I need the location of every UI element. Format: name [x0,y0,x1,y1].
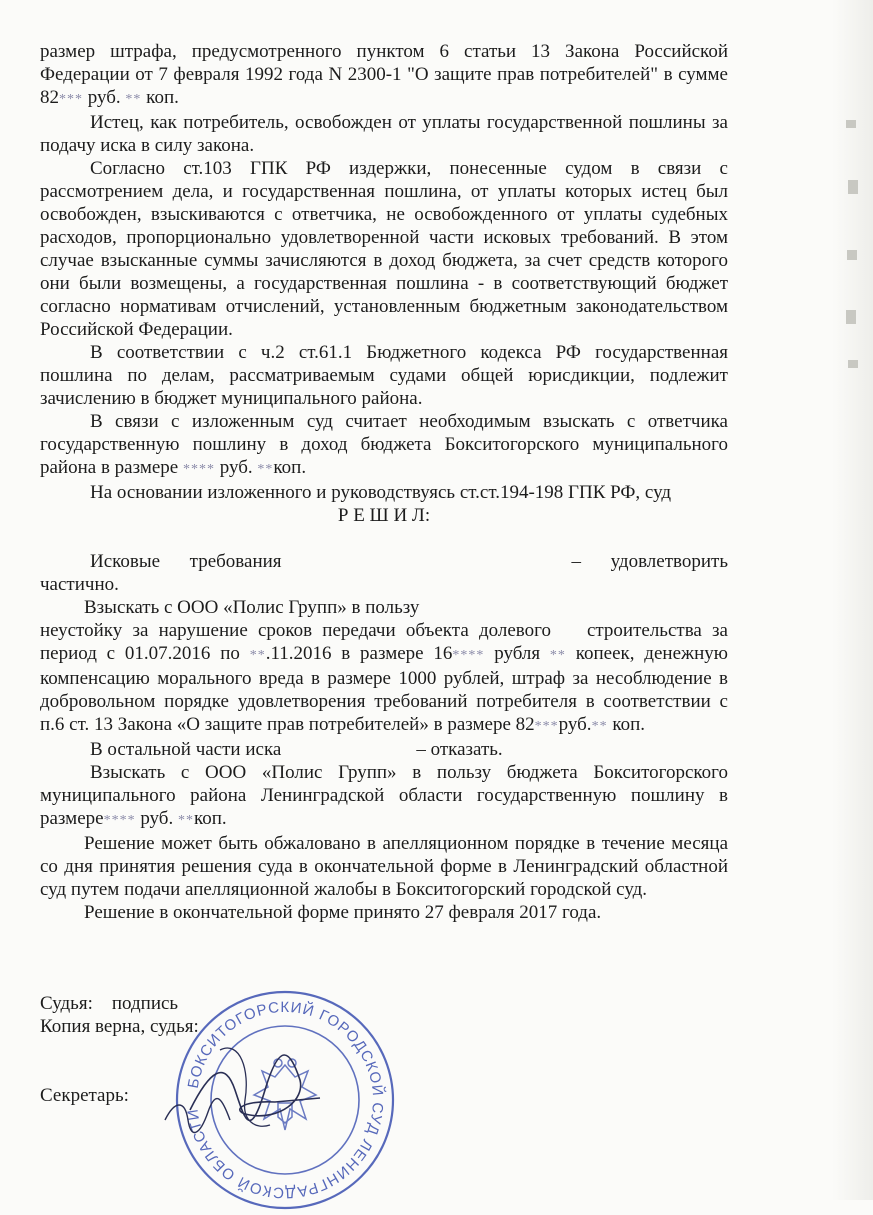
secretary-row: Секретарь: [40,1085,129,1106]
redacted-amount: **** [103,813,136,828]
redacted-amount: **** [452,648,485,663]
paragraph-state-duty: В связи с изложенным суд считает необходимым взыскать с ответчика государственную пошлину в доход бюджета Бокситогорского муниципального района в размере **** руб. **коп. [40,411,728,478]
paragraph-exemption: Истец, как потребитель, освобожден от уплаты государственной пошлины за подачу иска в силу закона. [40,112,728,156]
copy-certified-row: Копия верна, судья: [40,1016,199,1037]
redacted-amount: ** [257,462,274,477]
paragraph-budget-code: В соответствии с ч.2 ст.61.1 Бюджетного кодекса РФ государственная пошлина по делам, рассматриваемым судами общей юрисдикции, подлежит зачислению в бюджет муниципального района. [40,342,728,409]
paragraph-costs: Согласно ст.103 ГПК РФ издержки, понесенные судом в связи с рассмотрением дела, и государственная пошлина, от уплаты которых истец был освобожден, взыскиваются с ответчика, не освобожденного от уплаты судебных расходов, пропорционально удовлетворенной части исковых требований. В этом случае взысканные суммы зачисляются в доход бюджета, за счет средств которого они были возмещены, а государственная пошлина - в соответствующий бюджет согласно нормативам отчислений, установленным бюджетным законодательством Российской Федерации. [40,158,728,340]
redacted-amount: *** [534,719,559,734]
paragraph-claims-partial: Исковые требования – удовлетворить частично. [40,551,728,595]
redacted-amount: **** [182,462,215,477]
redacted-amount: ** [591,719,608,734]
decision-heading: Р Е Ш И Л: [337,505,431,526]
secretary-handwritten-signature [160,1090,240,1140]
redacted-date: ** [249,648,266,663]
paragraph-recover-from-defendant: Взыскать с ООО «Полис Групп» в пользу неустойку за нарушение сроков передачи объекта долевого строительства за период с 01.07.2016 по **.11.2016 в размере 16**** рубля ** копеек, денежную компенсацию морального вреда в размере 1000 рублей, штраф за несоблюдение в добровольном порядке удовлетворения требований потребителя в соответствии с п.6 ст. 13 Закона «О защите прав потребителей» в размере 82***руб.** коп. [40,597,728,735]
paragraph-appeal: Решение может быть обжаловано в апелляционном порядке в течение месяца со дня принятия решения суда в окончательной форме в Ленинградский областной суд путем подачи апелляционной жалобы в Бокситогорский городской суд. [40,833,728,900]
document-body [40,40,728,924]
redacted-amount: ** [125,92,142,107]
paragraph-duty-to-budget: Взыскать с ООО «Полис Групп» в пользу бюджета Бокситогорского муниципального района Ленинградской области государственную пошлину в размере**** руб. **коп. [40,762,728,829]
redacted-amount: *** [59,92,83,107]
paragraph-final-form-date: Решение в окончательной форме принято 27 февраля 2017 года. [84,902,602,923]
judge-signature-text: подпись [111,993,179,1014]
paragraph-grounds: На основании изложенного и руководствуясь ст.ст.194-198 ГПК РФ, суд [90,482,672,503]
stamp-text: БОКСИТОГОРСКИЙ ГОРОДСКОЙ СУД ЛЕНИНГРАДСКОЙ ОБЛАСТИ [184,998,387,1202]
redacted-amount: ** [549,648,566,663]
adjacent-page-edge [832,0,873,1200]
paragraph-reject-rest: В остальной части иска – отказать. [90,739,503,760]
paragraph-fine: размер штрафа, предусмотренного пунктом 6 статьи 13 Закона Российской Федерации от 7 февраля 1992 года N 2300-1 "О защите прав потребителей" в сумме 82*** руб. ** коп. [40,41,728,108]
judge-label: Судья: [40,993,93,1014]
redacted-amount: ** [177,813,194,828]
